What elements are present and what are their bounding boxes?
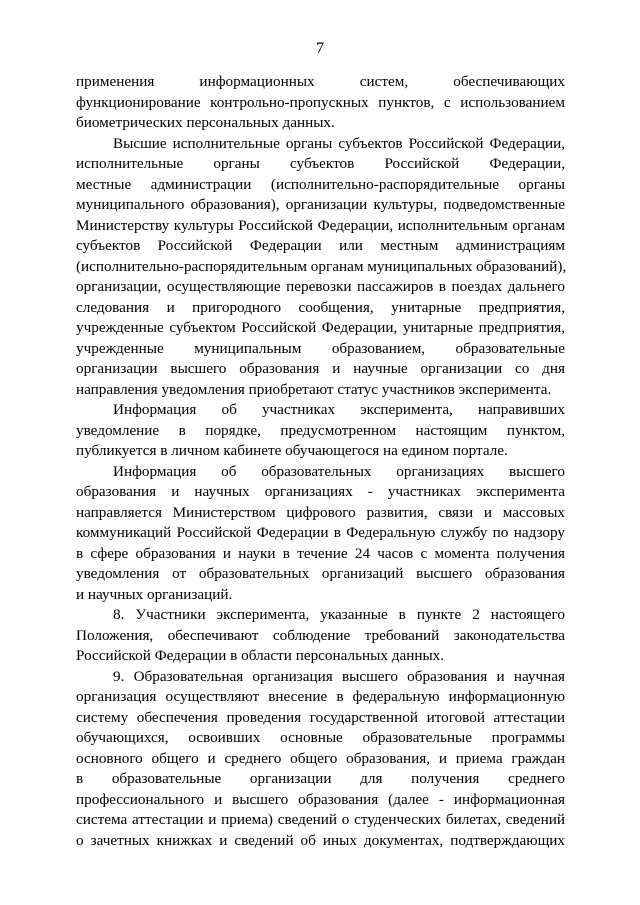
text-line: в образовательные организации для получения среднего: [76, 770, 565, 787]
text-line: 9. Образовательная организация высшего образования и научная: [113, 667, 565, 685]
document-body: [76, 72, 565, 851]
paragraph: [76, 462, 565, 606]
text-line: муниципального образования), организации культуры, подведомственные: [76, 196, 565, 213]
text-line: Министерству культуры Российской Федерации, исполнительным органам: [76, 216, 565, 234]
text-line: организации, осуществляющие перевозки пассажиров в поездах дальнего: [76, 278, 565, 295]
paragraph: [76, 72, 565, 134]
text-line: организации высшего образования и научные организации со дня: [76, 360, 565, 377]
text-line: Российской Федерации в области персональных данных.: [76, 647, 445, 664]
text-line: Высшие исполнительные органы субъектов Российской Федерации,: [113, 134, 565, 152]
paragraph: [76, 134, 565, 401]
text-line: направления уведомления приобретают статус участников эксперимента.: [76, 380, 552, 398]
text-line: следования и пригородного сообщения, унитарные предприятия,: [76, 298, 565, 316]
paragraph-item-9: [76, 667, 565, 852]
text-line: Информация об участниках эксперимента, направивших: [113, 401, 565, 418]
text-line: организация осуществляют внесение в федеральную информационную: [76, 688, 565, 705]
text-line: систему обеспечения проведения государственной итоговой аттестации: [76, 708, 565, 726]
text-line: Положения, обеспечивают соблюдение требований законодательства: [76, 626, 565, 644]
text-line: обучающихся, освоивших основные образовательные программы: [76, 729, 565, 746]
text-line: уведомления от образовательных организаций высшего образования: [76, 565, 565, 582]
text-line: основного общего и среднего общего образования, и приема граждан: [76, 749, 565, 767]
text-line: система аттестации и приема) сведений о студенческих билетах, сведений: [76, 811, 565, 828]
text-line: Информация об образовательных организациях высшего: [113, 462, 565, 480]
text-line: применения информационных систем, обеспечивающих: [76, 73, 565, 90]
text-line: профессионального и высшего образования (далее - информационная: [76, 790, 565, 808]
text-line: и научных организаций.: [76, 585, 233, 603]
text-line: функционирование контрольно-пропускных пунктов, с использованием: [76, 93, 565, 111]
text-line: направляется Министерством цифрового развития, связи и массовых: [76, 503, 565, 521]
text-line: в сфере образования и науки в течение 24 часов с момента получения: [76, 544, 565, 562]
paragraph-item-8: [76, 605, 565, 667]
text-line: образования и научных организациях - участниках эксперимента: [76, 483, 565, 500]
page-number: 7: [316, 40, 324, 57]
text-line: субъектов Российской Федерации или местным администрациям: [76, 237, 565, 254]
text-line: о зачетных книжках и сведений об иных документах, подтверждающих: [76, 831, 565, 849]
text-line: биометрических персональных данных.: [76, 114, 335, 131]
paragraph: [76, 400, 565, 462]
text-line: уведомление в порядке, предусмотренном настоящим пунктом,: [76, 421, 565, 439]
text-line: учрежденные субъектом Российской Федерации, унитарные предприятия,: [76, 319, 565, 336]
text-line: учрежденные муниципальным образованием, образовательные: [76, 339, 565, 357]
text-line: коммуникаций Российской Федерации в Федеральную службу по надзору: [76, 524, 565, 541]
text-line: публикуется в личном кабинете обучающегося на едином портале.: [76, 442, 508, 459]
text-line: 8. Участники эксперимента, указанные в пункте 2 настоящего: [113, 606, 565, 623]
text-line: (исполнительно-распорядительным органам муниципальных образований),: [76, 257, 567, 275]
text-line: исполнительные органы субъектов Российской Федерации,: [76, 155, 565, 172]
text-line: местные администрации (исполнительно-распорядительные органы: [76, 175, 565, 193]
